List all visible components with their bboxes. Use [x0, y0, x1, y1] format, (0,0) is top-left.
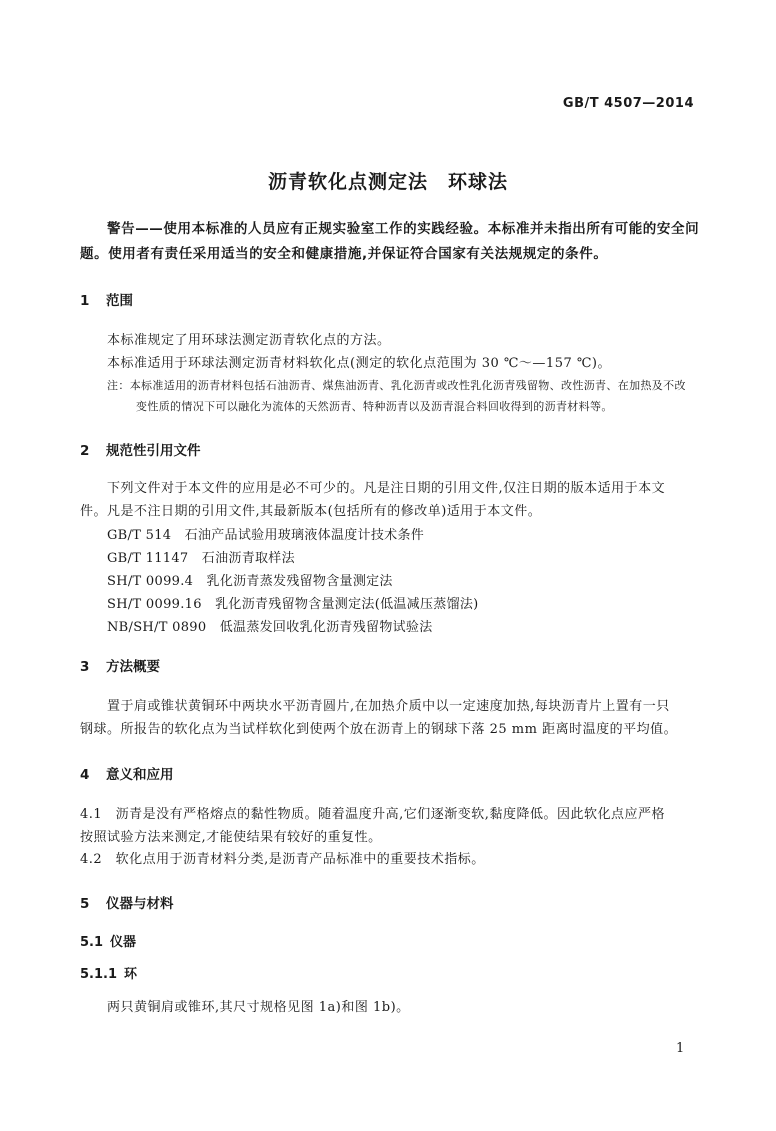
warning-line-1: 警告——使用本标准的人员应有正规实验室工作的实践经验。本标准并未指出所有可能的安全问 [107, 221, 700, 237]
standard-number: GB/T 4507—2014 [562, 96, 694, 111]
paragraph-line-2: 钢球。所报告的软化点为当试样软化到使两个放在沥青上的钢球下落 25 mm 距离时温度的平均值。 [80, 722, 678, 737]
subsection-heading-ring [80, 963, 137, 982]
reference-item [107, 616, 433, 635]
section-title: 方法概要 [106, 659, 160, 675]
note-line-1: 注：本标准适用的沥青材料包括石油沥青、煤焦油沥青、乳化沥青或改性乳化沥青残留物、改性沥青、在加热及不改 [107, 379, 686, 392]
reference-code: NB/SH/T 0890 [107, 620, 207, 635]
section-heading-scope [80, 289, 133, 309]
warning-line-2: 题。使用者有责任采用适当的安全和健康措施,并保证符合国家有关法规规定的条件。 [80, 246, 608, 262]
reference-title: 低温蒸发回收乳化沥青残留物试验法 [219, 620, 433, 635]
section-heading-method-summary [80, 655, 160, 675]
reference-title: 乳化沥青残留物含量测定法(低温减压蒸馏法) [215, 597, 479, 612]
section-number: 4 [80, 767, 90, 783]
section-heading-significance [80, 763, 174, 783]
section-number: 5 [80, 896, 90, 912]
paragraph-line-1: 置于肩或锥状黄铜环中两块水平沥青圆片,在加热介质中以一定速度加热,每块沥青片上置有一只 [107, 699, 670, 714]
paragraph: 本标准规定了用环球法测定沥青软化点的方法。 [107, 333, 391, 348]
reference-title: 石油沥青取样法 [201, 551, 295, 566]
clause-4-1-line-2: 按照试验方法来测定,才能使结果有较好的重复性。 [80, 830, 382, 845]
page-number: 1 [676, 1041, 685, 1056]
section-heading-apparatus [80, 892, 174, 912]
reference-item [107, 547, 295, 566]
section-title: 意义和应用 [106, 767, 174, 783]
reference-code: SH/T 0099.16 [107, 597, 202, 612]
section-heading-normative-references [80, 439, 201, 459]
section-number: 1 [80, 293, 90, 309]
reference-code: SH/T 0099.4 [107, 574, 194, 589]
reference-title: 石油产品试验用玻璃液体温度计技术条件 [184, 528, 425, 543]
clause-4-2: 4.2 软化点用于沥青材料分类,是沥青产品标准中的重要技术指标。 [80, 852, 485, 867]
subsection-number: 5.1.1 [80, 967, 118, 982]
note-line-2: 变性质的情况下可以融化为流体的天然沥青、特种沥青以及沥青混合料回收得到的沥青材料等。 [136, 400, 613, 413]
subsection-title: 环 [124, 967, 138, 982]
reference-item [107, 524, 424, 543]
section-title: 规范性引用文件 [106, 443, 201, 459]
paragraph: 本标准适用于环球法测定沥青材料软化点(测定的软化点范围为 30 ℃～—157 ℃)。 [107, 356, 611, 371]
reference-item [107, 593, 479, 612]
page-title: 沥青软化点测定法 环球法 [267, 171, 508, 193]
reference-item [107, 570, 393, 589]
reference-code: GB/T 11147 [107, 551, 189, 566]
subsection-title: 仪器 [110, 935, 137, 950]
paragraph: 两只黄铜肩或锥环,其尺寸规格见图 1a)和图 1b)。 [107, 1000, 410, 1015]
paragraph-line-2: 件。凡是不注日期的引用文件,其最新版本(包括所有的修改单)适用于本文件。 [80, 504, 542, 519]
section-number: 3 [80, 659, 90, 675]
reference-title: 乳化沥青蒸发残留物含量测定法 [206, 574, 393, 589]
subsection-number: 5.1 [80, 935, 104, 950]
clause-4-1-line-1: 4.1 沥青是没有严格熔点的黏性物质。随着温度升高,它们逐渐变软,黏度降低。因此软化点应严格 [80, 807, 665, 822]
reference-code: GB/T 514 [107, 528, 172, 543]
section-title: 范围 [106, 293, 133, 309]
section-title: 仪器与材料 [106, 896, 174, 912]
subsection-heading-instruments [80, 931, 136, 950]
section-number: 2 [80, 443, 90, 459]
paragraph-line-1: 下列文件对于本文件的应用是必不可少的。凡是注日期的引用文件,仅注日期的版本适用于本文 [107, 481, 666, 496]
